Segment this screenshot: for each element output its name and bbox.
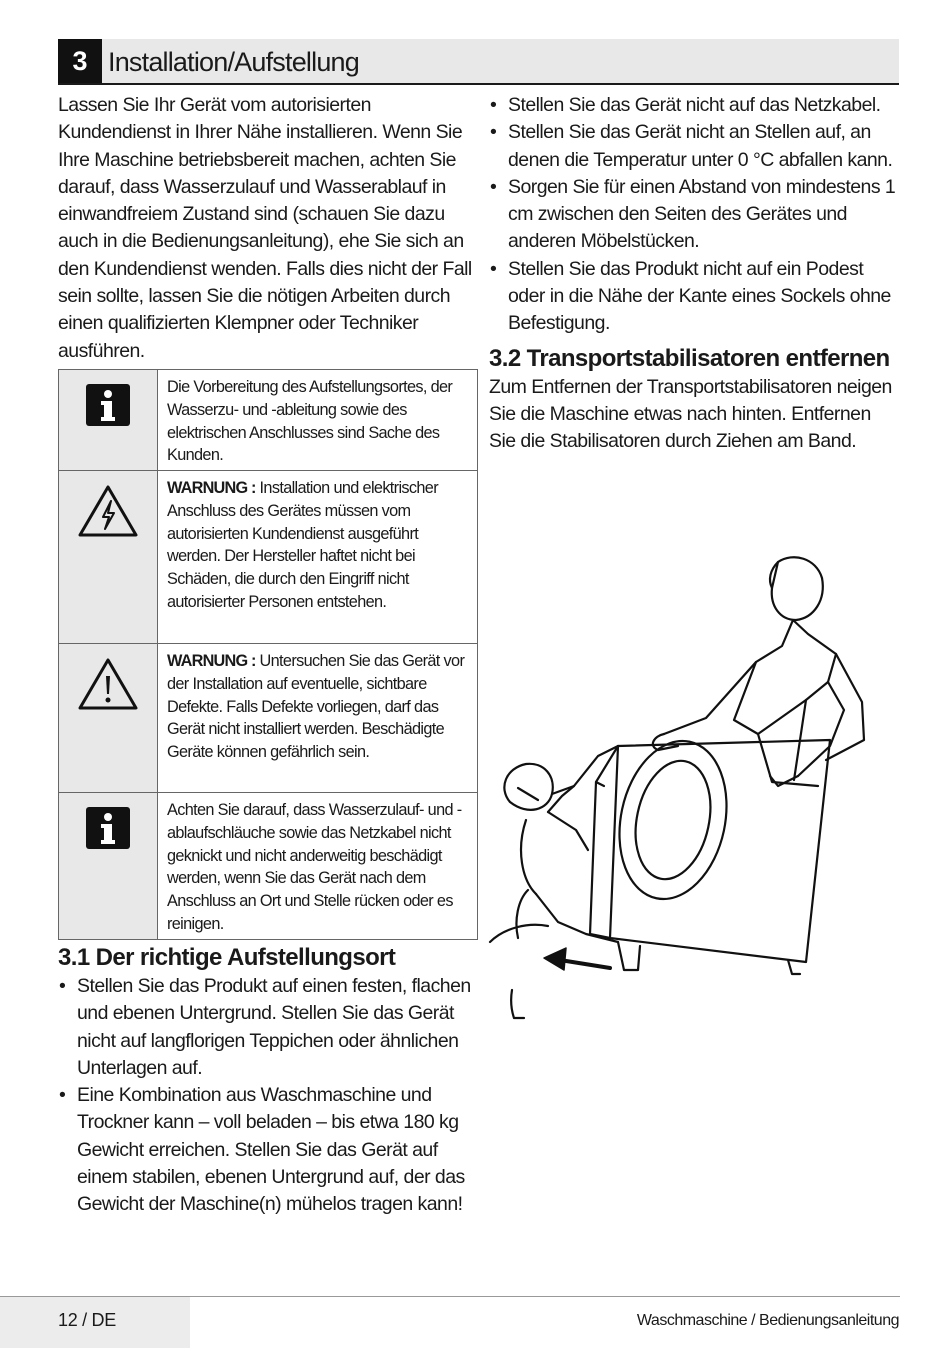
note-row	[59, 792, 477, 939]
list-item: • Stellen Sie das Gerät nicht an Stellen auf, an denen die Temperatur unter 0 °C abfallen kann.	[489, 119, 901, 174]
chapter-number: 3	[58, 39, 102, 83]
note-row	[59, 643, 477, 792]
document-name: Waschmaschine / Bedienungsanleitung	[636, 1312, 899, 1329]
warning-label: WARNUNG :	[167, 651, 256, 670]
note-text: Achten Sie darauf, dass Wasserzulauf- und -ablaufschläuche sowie das Netzkabel nicht geknickt und nicht anderweitig beschädigt werden, wenn Sie das Gerät nach dem Anschluss an Ort und Stelle rücken oder es reinigen.	[167, 800, 462, 933]
left-column	[58, 92, 478, 1219]
transport-bolts-illustration	[488, 550, 900, 1025]
note-row	[59, 370, 477, 470]
bullet-list	[58, 973, 478, 1219]
list-item: • Stellen Sie das Produkt nicht auf ein Podest oder in die Nähe der Kante eines Sockels ohne Befestigung.	[489, 256, 901, 338]
section-heading: 3.1 Der richtige Aufstellungsort	[58, 943, 396, 971]
section-paragraph: Zum Entfernen der Transportstabilisatoren neigen Sie die Maschine etwas nach hinten. Entfernen Sie die Stabilisatoren durch Ziehen am Band.	[489, 375, 892, 453]
list-item: • Stellen Sie das Produkt auf einen festen, flachen und ebenen Untergrund. Stellen Sie das Gerät nicht auf langflorigen Teppichen oder ähnlichen Unterlagen auf.	[58, 973, 478, 1082]
intro-paragraph: Lassen Sie Ihr Gerät vom autorisierten Kundendienst in Ihrer Nähe installieren. Wenn Sie Ihre Maschine betriebsbereit machen, achten Sie darauf, dass Wasserzulauf und Wasserablauf in einwandfreiem Zustand sind (schauen Sie dazu auch in die Bedienungsanleitung), ehe Sie sich an den Kundendienst wenden. Falls dies nicht der Fall sein sollte, lassen Sie die nötigen Arbeiten durch einen qualifizierten Klempner oder Techniker ausführen.	[58, 94, 472, 362]
info-icon	[84, 382, 132, 428]
warning-icon	[76, 656, 140, 712]
right-column	[489, 92, 901, 456]
list-item: • Stellen Sie das Gerät nicht auf das Netzkabel.	[489, 92, 901, 119]
note-text: Die Vorbereitung des Aufstellungsortes, der Wasserzu- und -ableitung sowie des elektrischen Anschlusses sind Sache des Kunden.	[167, 377, 453, 465]
info-icon	[84, 805, 132, 851]
notes-table	[58, 369, 478, 940]
electric-warning-icon	[76, 483, 140, 539]
note-text: Installation und elektrischer Anschluss des Gerätes müssen vom autorisierten Kundendienst ausgeführt werden. Der Hersteller haftet nicht bei Schäden, die durch den Eingriff nicht autorisierter Personen entstehen.	[167, 478, 438, 611]
list-item: • Eine Kombination aus Waschmaschine und Trockner kann – voll beladen – bis etwa 180 kg Gewicht erreichen. Stellen Sie das Gerät auf einem stabilen, ebenen Untergrund auf, der das Gewicht der Maschine(n) mühelos tragen kann!	[58, 1082, 478, 1218]
section-heading: 3.2 Transportstabilisatoren entfernen	[489, 344, 890, 372]
warning-label: WARNUNG :	[167, 478, 256, 497]
bullet-list	[489, 92, 901, 338]
note-text: Untersuchen Sie das Gerät vor der Installation auf eventuelle, sichtbare Defekte. Falls Defekte vorliegen, darf das Gerät nicht installiert werden. Beschädigte Geräte können gefährlich sein.	[167, 651, 465, 762]
chapter-header	[58, 39, 899, 85]
chapter-title: Installation/Aufstellung	[108, 47, 359, 77]
note-row	[59, 470, 477, 643]
page-number: 12 / DE	[58, 1310, 116, 1330]
list-item: • Sorgen Sie für einen Abstand von mindestens 1 cm zwischen den Seiten des Gerätes und anderen Möbelstücken.	[489, 174, 901, 256]
